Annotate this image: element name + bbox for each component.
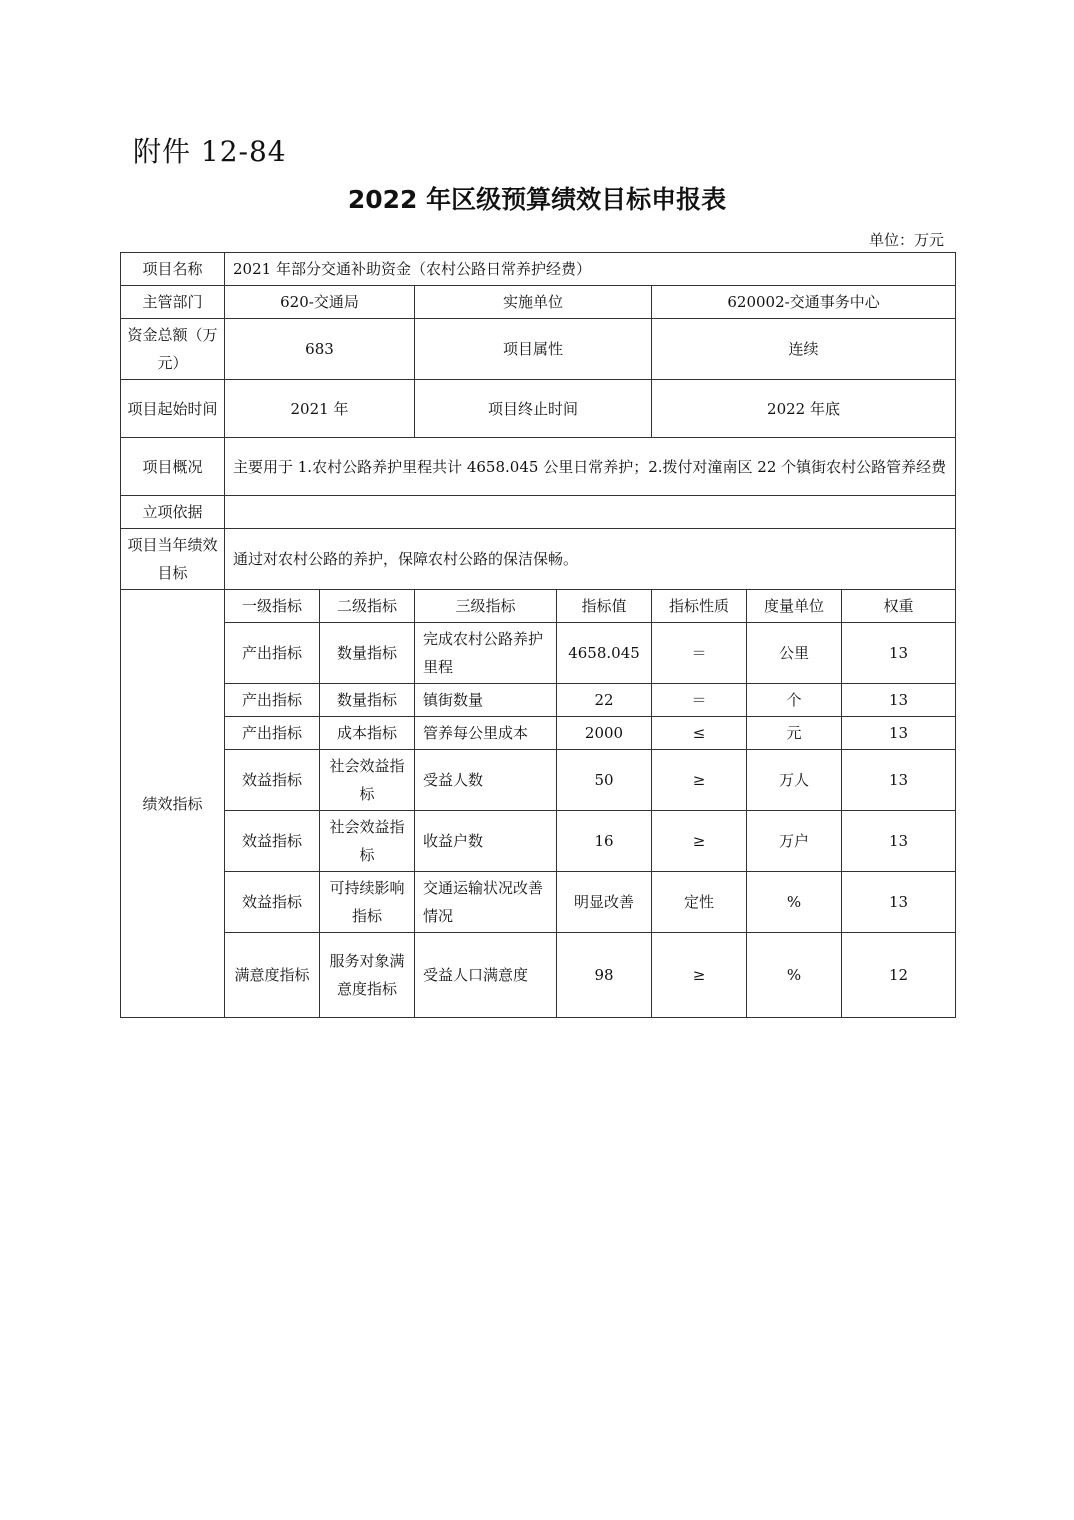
label-performance-indicators: 绩效指标	[121, 590, 225, 1018]
indicator-weight: 13	[842, 872, 956, 933]
indicator-level1: 效益指标	[225, 750, 320, 811]
indicator-row	[121, 623, 956, 684]
indicator-weight: 12	[842, 933, 956, 1018]
header-cell: 权重	[842, 590, 956, 623]
indicator-level1: 产出指标	[225, 717, 320, 750]
label-start-time: 项目起始时间	[121, 380, 225, 438]
indicator-value: 明显改善	[557, 872, 652, 933]
indicator-unit: 个	[747, 684, 842, 717]
indicator-unit: %	[747, 872, 842, 933]
indicator-weight: 13	[842, 717, 956, 750]
attachment-number: 附件 12-84	[133, 135, 287, 168]
indicator-value: 98	[557, 933, 652, 1018]
value-overview: 主要用于 1.农村公路养护里程共计 4658.045 公里日常养护；2.拨付对潼南区 22 个镇街农村公路管养经费	[225, 438, 956, 496]
indicator-nature: ＝	[652, 684, 747, 717]
indicator-weight: 13	[842, 623, 956, 684]
header-cell: 三级指标	[415, 590, 557, 623]
indicator-nature: ≥	[652, 933, 747, 1018]
indicator-row	[121, 872, 956, 933]
indicator-level1: 效益指标	[225, 811, 320, 872]
value-project-name: 2021 年部分交通补助资金（农村公路日常养护经费）	[225, 253, 956, 286]
indicator-header-row	[121, 590, 956, 623]
label-annual-goal: 项目当年绩效目标	[121, 529, 225, 590]
row-annual-goal	[121, 529, 956, 590]
indicator-level1: 效益指标	[225, 872, 320, 933]
indicator-level2: 社会效益指标	[320, 750, 415, 811]
indicator-level3: 受益人数	[415, 750, 557, 811]
row-project-name	[121, 253, 956, 286]
indicator-nature: 定性	[652, 872, 747, 933]
indicator-level3: 受益人口满意度	[415, 933, 557, 1018]
label-basis: 立项依据	[121, 496, 225, 529]
indicator-level1: 满意度指标	[225, 933, 320, 1018]
indicator-level3: 镇街数量	[415, 684, 557, 717]
value-annual-goal: 通过对农村公路的养护，保障农村公路的保洁保畅。	[225, 529, 956, 590]
row-period	[121, 380, 956, 438]
value-total-fund: 683	[225, 319, 415, 380]
row-basis	[121, 496, 956, 529]
value-project-attribute: 连续	[652, 319, 956, 380]
indicator-nature: ≤	[652, 717, 747, 750]
label-department: 主管部门	[121, 286, 225, 319]
indicator-level3: 交通运输状况改善情况	[415, 872, 557, 933]
indicator-level1: 产出指标	[225, 623, 320, 684]
indicator-row	[121, 717, 956, 750]
indicator-level2: 数量指标	[320, 623, 415, 684]
indicator-level2: 成本指标	[320, 717, 415, 750]
header-cell: 指标性质	[652, 590, 747, 623]
indicator-unit: 元	[747, 717, 842, 750]
unit-note: 单位：万元	[868, 231, 944, 249]
row-department	[121, 286, 956, 319]
indicator-level2: 服务对象满意度指标	[320, 933, 415, 1018]
indicator-unit: 公里	[747, 623, 842, 684]
indicator-row	[121, 811, 956, 872]
indicator-level3: 完成农村公路养护里程	[415, 623, 557, 684]
header-cell: 指标值	[557, 590, 652, 623]
indicator-level2: 可持续影响指标	[320, 872, 415, 933]
value-start-time: 2021 年	[225, 380, 415, 438]
label-total-fund: 资金总额（万元）	[121, 319, 225, 380]
label-overview: 项目概况	[121, 438, 225, 496]
budget-performance-form	[120, 252, 956, 1018]
indicator-nature: ＝	[652, 623, 747, 684]
indicator-weight: 13	[842, 684, 956, 717]
value-department: 620-交通局	[225, 286, 415, 319]
indicator-level2: 数量指标	[320, 684, 415, 717]
indicator-weight: 13	[842, 811, 956, 872]
value-basis	[225, 496, 956, 529]
indicator-level3: 收益户数	[415, 811, 557, 872]
header-cell: 二级指标	[320, 590, 415, 623]
indicator-value: 4658.045	[557, 623, 652, 684]
indicator-value: 2000	[557, 717, 652, 750]
header-cell: 一级指标	[225, 590, 320, 623]
indicator-level2: 社会效益指标	[320, 811, 415, 872]
indicator-unit: 万人	[747, 750, 842, 811]
indicator-row	[121, 750, 956, 811]
indicator-unit: %	[747, 933, 842, 1018]
value-end-time: 2022 年底	[652, 380, 956, 438]
label-implementing-unit: 实施单位	[415, 286, 652, 319]
indicator-row	[121, 684, 956, 717]
indicator-nature: ≥	[652, 811, 747, 872]
indicator-nature: ≥	[652, 750, 747, 811]
value-implementing-unit: 620002-交通事务中心	[652, 286, 956, 319]
row-fund	[121, 319, 956, 380]
indicator-value: 50	[557, 750, 652, 811]
indicator-level1: 产出指标	[225, 684, 320, 717]
label-project-name: 项目名称	[121, 253, 225, 286]
indicator-unit: 万户	[747, 811, 842, 872]
indicator-level3: 管养每公里成本	[415, 717, 557, 750]
label-end-time: 项目终止时间	[415, 380, 652, 438]
indicator-value: 22	[557, 684, 652, 717]
indicator-value: 16	[557, 811, 652, 872]
header-cell: 度量单位	[747, 590, 842, 623]
page-title: 2022 年区级预算绩效目标申报表	[347, 185, 727, 214]
indicator-weight: 13	[842, 750, 956, 811]
indicator-row	[121, 933, 956, 1018]
label-project-attribute: 项目属性	[415, 319, 652, 380]
row-overview	[121, 438, 956, 496]
